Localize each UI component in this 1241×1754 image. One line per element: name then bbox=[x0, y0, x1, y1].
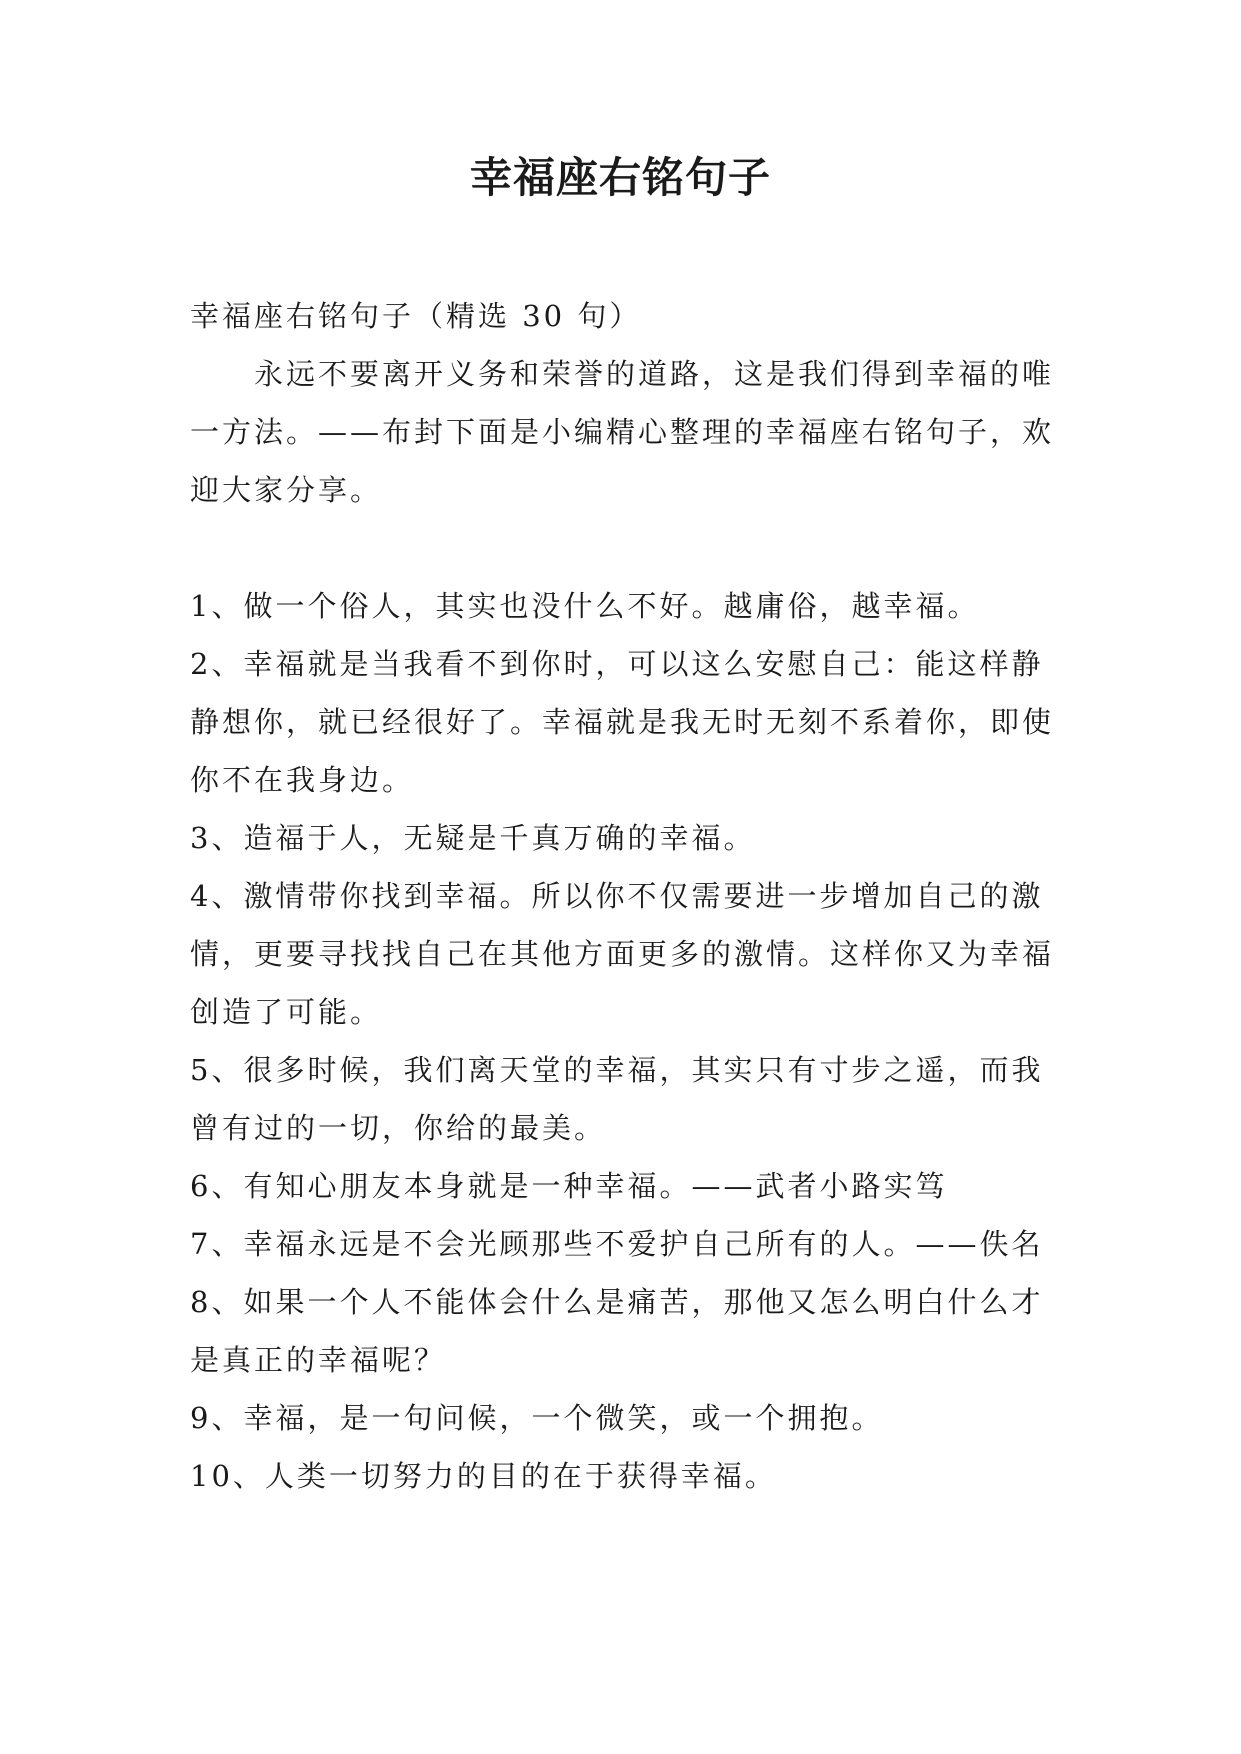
list-item: 3、造福于人，无疑是千真万确的幸福。 bbox=[190, 821, 756, 855]
list-item: 6、有知心朋友本身就是一种幸福。——武者小路实笃 bbox=[190, 1169, 948, 1203]
list-item: 1、做一个俗人，其实也没什么不好。越庸俗，越幸福。 bbox=[190, 589, 980, 623]
document-subtitle: 幸福座右铭句子（精选 30 句） bbox=[190, 299, 642, 333]
document-body bbox=[190, 287, 1070, 1505]
paragraph-spacer bbox=[190, 519, 1070, 577]
list-item: 9、幸福，是一句问候，一个微笑，或一个拥抱。 bbox=[190, 1401, 884, 1435]
intro-paragraph: 永远不要离开义务和荣誉的道路，这是我们得到幸福的唯一方法。——布封下面是小编精心整理的幸福座右铭句子，欢迎大家分享。 bbox=[190, 357, 1055, 507]
document-title: 幸福座右铭句子 bbox=[469, 153, 771, 202]
list-item: 10、人类一切努力的目的在于获得幸福。 bbox=[190, 1459, 777, 1493]
list-item: 7、幸福永远是不会光顾那些不爱护自己所有的人。——佚名 bbox=[190, 1227, 1044, 1261]
list-item: 5、很多时候，我们离天堂的幸福，其实只有寸步之遥，而我曾有过的一切，你给的最美。 bbox=[190, 1053, 1044, 1145]
list-item: 4、激情带你找到幸福。所以你不仅需要进一步增加自己的激情，更要寻找找自己在其他方面更多的激情。这样你又为幸福创造了可能。 bbox=[190, 879, 1055, 1029]
list-item: 8、如果一个人不能体会什么是痛苦，那他又怎么明白什么才是真正的幸福呢？ bbox=[190, 1285, 1044, 1377]
list-item: 2、幸福就是当我看不到你时，可以这么安慰自己：能这样静静想你，就已经很好了。幸福就是我无时无刻不系着你，即使你不在我身边。 bbox=[190, 647, 1055, 797]
